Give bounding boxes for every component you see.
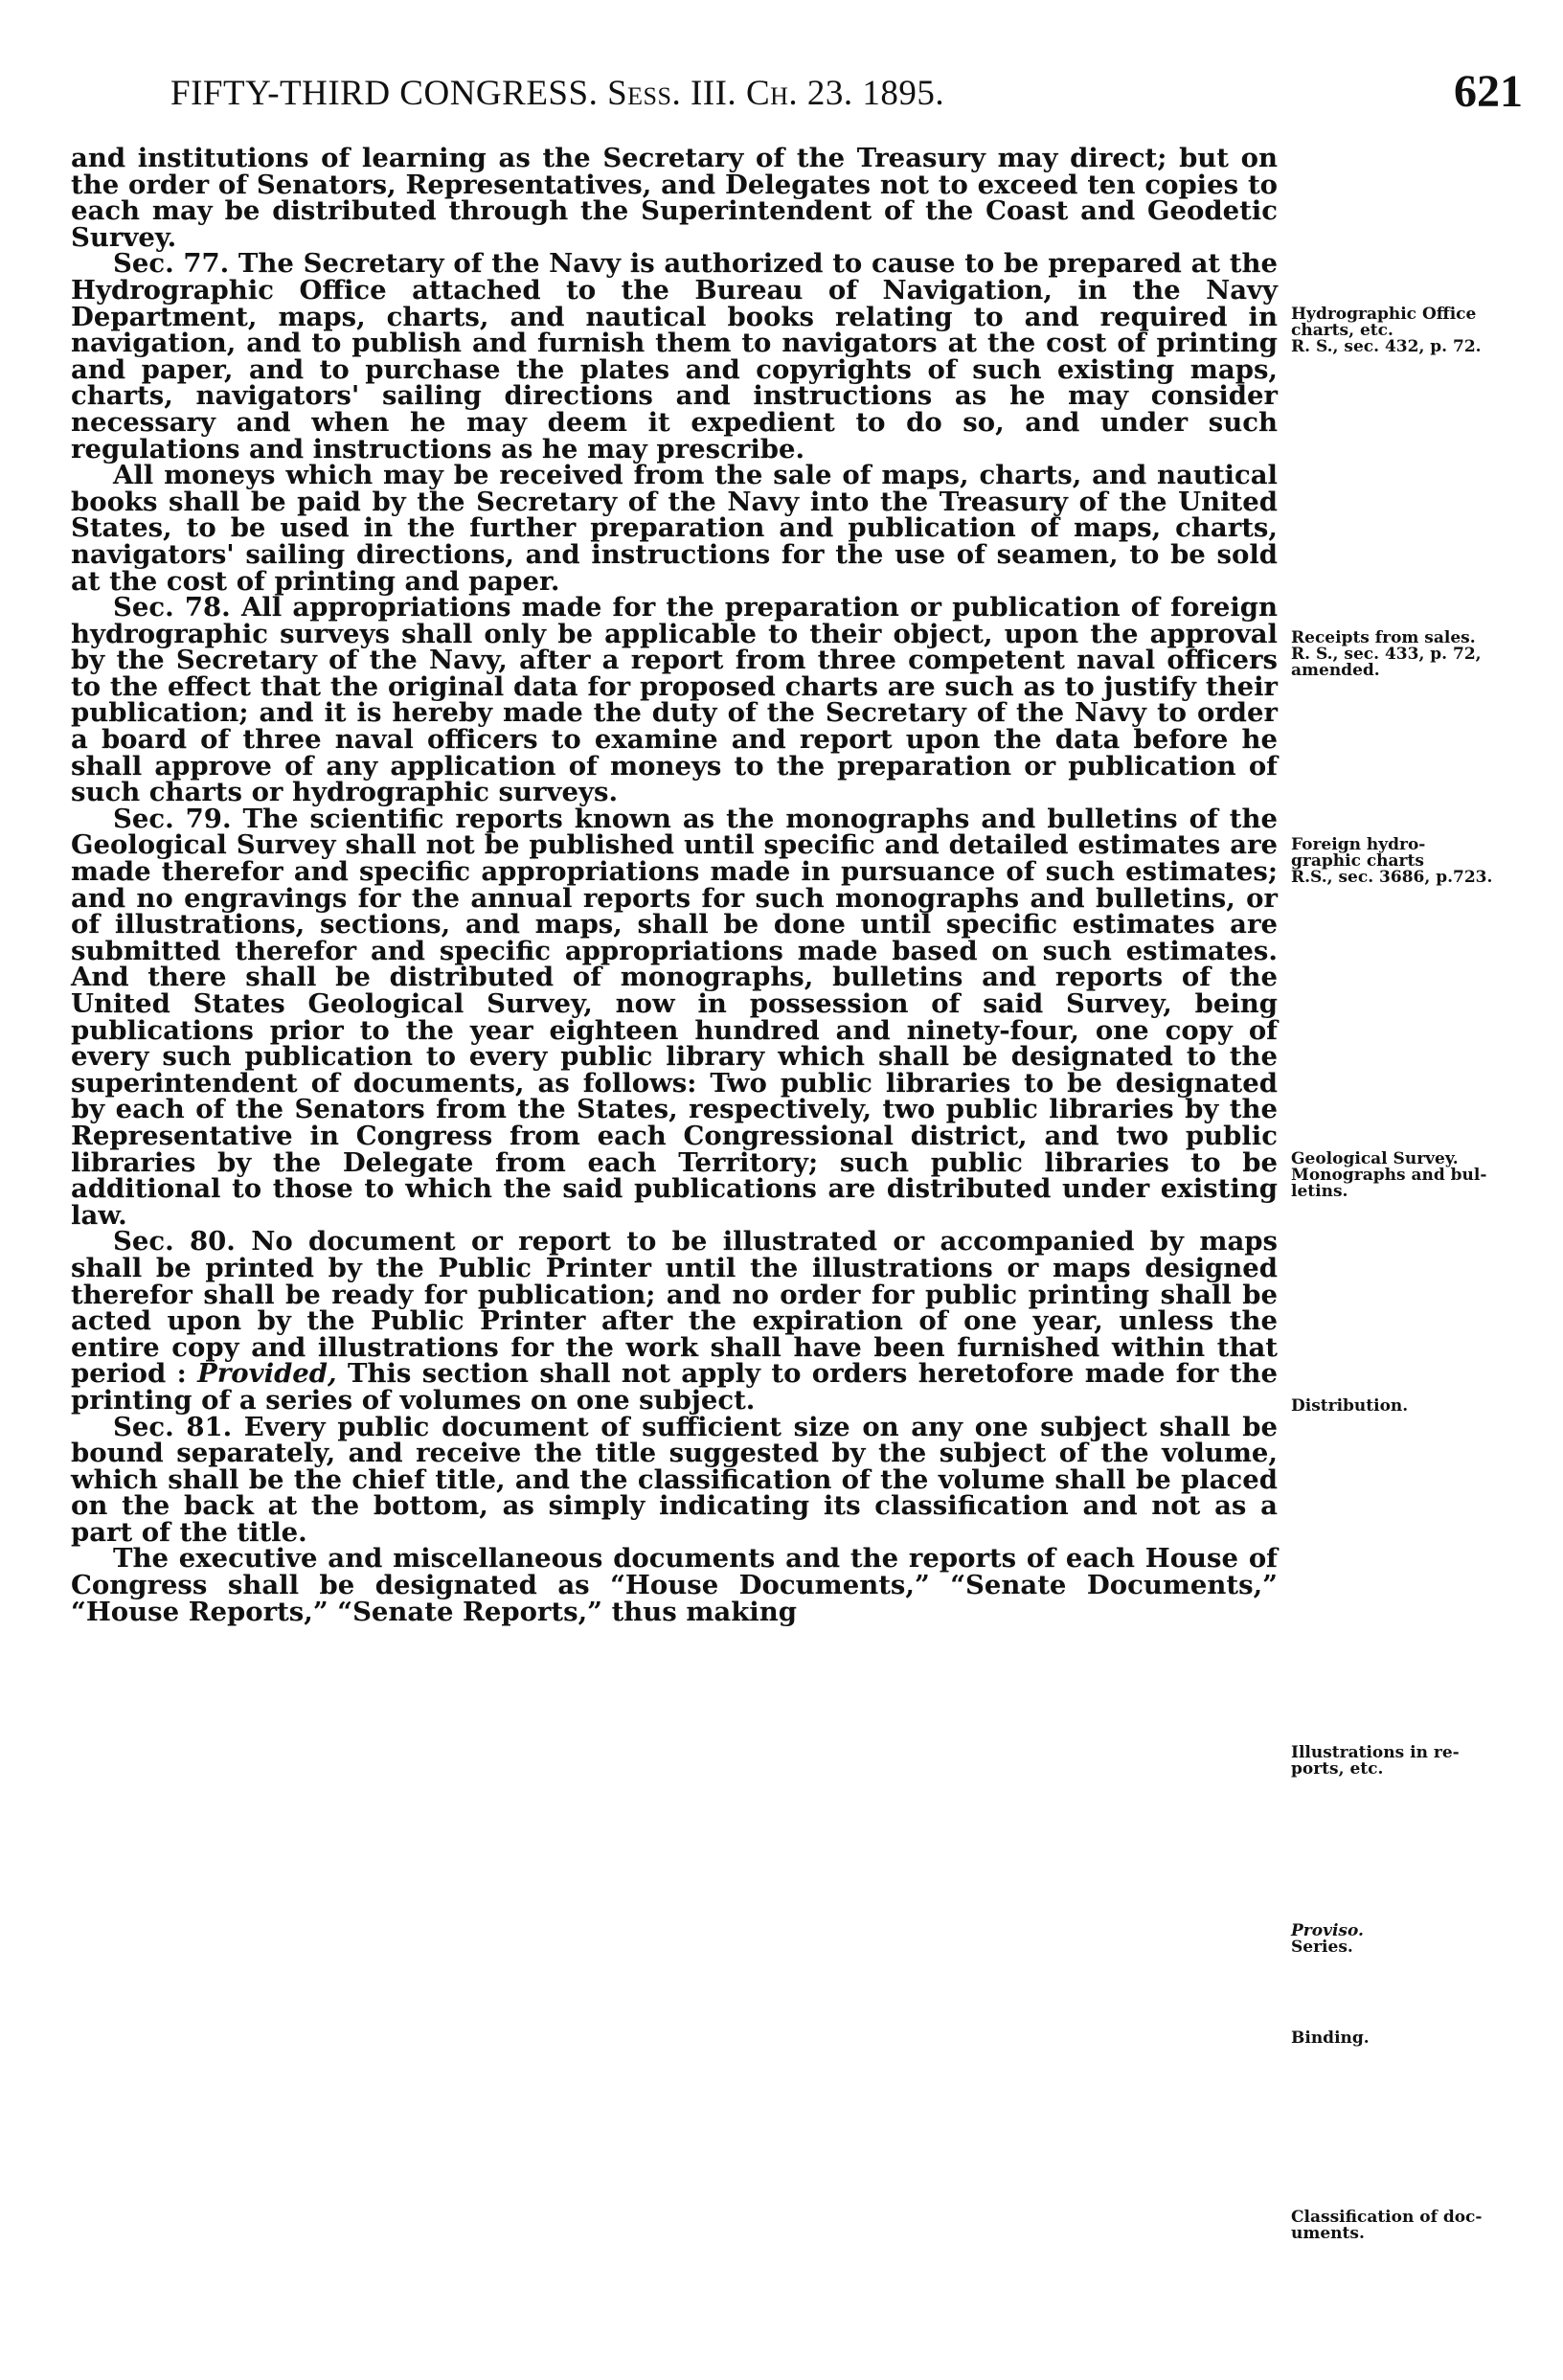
margin-note-line: Foreign hydro- [1291, 835, 1426, 854]
running-head-title [170, 73, 944, 114]
margin-note-foreign-hydrographic [1291, 837, 1550, 886]
running-header [0, 65, 1563, 132]
margin-note-illustrations [1291, 1745, 1550, 1778]
margin-note-receipts [1291, 630, 1550, 679]
margin-note-line: Receipts from sales. [1291, 628, 1476, 647]
margin-note-geological-survey [1291, 1151, 1550, 1200]
paragraph-classification: The executive and miscellaneous documents and the reports of each House of Congress shall be designated as “House Documents,” “Senate Documents,” “House Reports,” “Senate Reports,” thus making [71, 1543, 1278, 1627]
paragraph-sale-receipts: All moneys which may be received from the sale of maps, charts, and nautical books shall be paid by the Secretary of the Navy into the Treasury of the United States, to be used in the further preparation and publication of maps, charts, navigators' sailing directions, and instructions for the use of seamen, to be sold at the cost of printing and paper. [71, 460, 1278, 597]
margin-note-classification [1291, 2210, 1550, 2242]
margin-note-distribution [1291, 1398, 1550, 1415]
margin-note-line: R.S., sec. 3686, p.723. [1291, 868, 1493, 887]
margin-note-line: charts, etc. [1291, 321, 1393, 340]
margin-note-line: Series. [1291, 1938, 1353, 1957]
congress-label: FIFTY-THIRD CONGRESS. [170, 74, 599, 113]
margin-note-line: uments. [1291, 2224, 1365, 2243]
statute-text [71, 143, 1278, 1627]
margin-note-hydrographic [1291, 306, 1550, 355]
margin-note-line: R. S., sec. 432, p. 72. [1291, 337, 1482, 356]
margin-note-line: Geological Survey. [1291, 1149, 1459, 1168]
margin-note-line: Binding. [1291, 2029, 1370, 2048]
session-label: Sess. III. [607, 74, 737, 113]
margin-note-line: Illustrations in re- [1291, 1743, 1460, 1762]
sec-80-text: Sec. 80. No document or report to be illustrated or accompanied by maps shall be printed by the Public Printer until the illustrations or maps designed therefor shall be ready for publication; and no order for public printing shall be acted upon by the Public Printer after the expiration of one year, unless the entire copy and illustrations for the work shall have been furnished within that period : [71, 1226, 1278, 1390]
page-number: 621 [1454, 66, 1523, 117]
margin-note-line: R. S., sec. 433, p. 72, [1291, 645, 1482, 664]
margin-note-proviso [1291, 1923, 1550, 1956]
paragraph-sec-80 [71, 1226, 1278, 1416]
margin-note-line: Hydrographic Office [1291, 305, 1477, 324]
paragraph-sec-81: Sec. 81. Every public document of sufficient size on any one subject shall be bound separately, and receive the title suggested by the subject of the volume, which shall be the chief title, and the classification of the volume shall be placed on the back at the bottom, as simply indicating its classification and not as a part of the title. [71, 1411, 1278, 1548]
margin-note-binding [1291, 2030, 1550, 2047]
year-label: 1895. [862, 74, 945, 113]
margin-note-line: Proviso. [1291, 1921, 1364, 1940]
sec-80-proviso-text: This section shall not apply to orders heretofore made for the printing of a series of volumes on one subject. [71, 1358, 1278, 1416]
margin-note-line: Distribution. [1291, 1396, 1409, 1416]
margin-note-line: amended. [1291, 661, 1380, 680]
proviso-word: Provided, [197, 1358, 337, 1390]
margin-note-line: Monographs and bul- [1291, 1166, 1487, 1185]
chapter-label: Ch. 23. [745, 74, 853, 113]
paragraph-sec-78: Sec. 78. All appropriations made for the preparation or publication of foreign hydrographic surveys shall only be applicable to their object, upon the approval by the Secretary of the Navy, after a report from three competent naval officers to the effect that the original data for proposed charts are such as to justify their publication; and it is hereby made the duty of the Secretary of the Navy to order a board of three naval officers to examine and report upon the data before he shall approve of any application of moneys to the preparation or publication of such charts or hydrographic surveys. [71, 592, 1278, 808]
paragraph-sec-77: Sec. 77. The Secretary of the Navy is authorized to cause to be prepared at the Hydrographic Office attached to the Bureau of Navigation, in the Navy Department, maps, charts, and nautical books relating to and required in navigation, and to publish and furnish them to navigators at the cost of printing and paper, and to purchase the plates and copyrights of such existing maps, charts, navigators' sailing directions and instructions as he may consider necessary and when he may deem it expedient to do so, and under such regulations and instructions as he may prescribe. [71, 248, 1278, 465]
margin-note-line: graphic charts [1291, 851, 1424, 871]
margin-note-line: Classification of doc- [1291, 2208, 1483, 2227]
margin-note-line: ports, etc. [1291, 1759, 1384, 1779]
paragraph-sec-79: Sec. 79. The scientific reports known as the monographs and bulletins of the Geological Survey shall not be published until specific and detailed estimates are made therefor and specific appropriations made in pursuance of such estimates; and no engravings for the annual reports for such monographs and bulletins, or of illustrations, sections, and maps, shall be done until specific estimates are submitted therefor and specific appropriations made based on such estimates. And there shall be distributed of monographs, bulletins and reports of the United States Geological Survey, now in possession of said Survey, being publications prior to the year eighteen hundred and ninety-four, one copy of every such publication to every public library which shall be designated to the superintendent of documents, as follows: Two public libraries to be designated by each of the Senators from the States, respectively, two public libraries by the Representative in Congress from each Congressional district, and two public libraries by the Delegate from each Territory; such public libraries to be additional to those to which the said publications are distributed under existing law. [71, 803, 1278, 1231]
paragraph-continuation: and institutions of learning as the Secretary of the Treasury may direct; but on the order of Senators, Representatives, and Delegates not to exceed ten copies to each may be distributed through the Superintendent of the Coast and Geodetic Survey. [71, 143, 1278, 253]
margin-note-line: letins. [1291, 1182, 1348, 1201]
